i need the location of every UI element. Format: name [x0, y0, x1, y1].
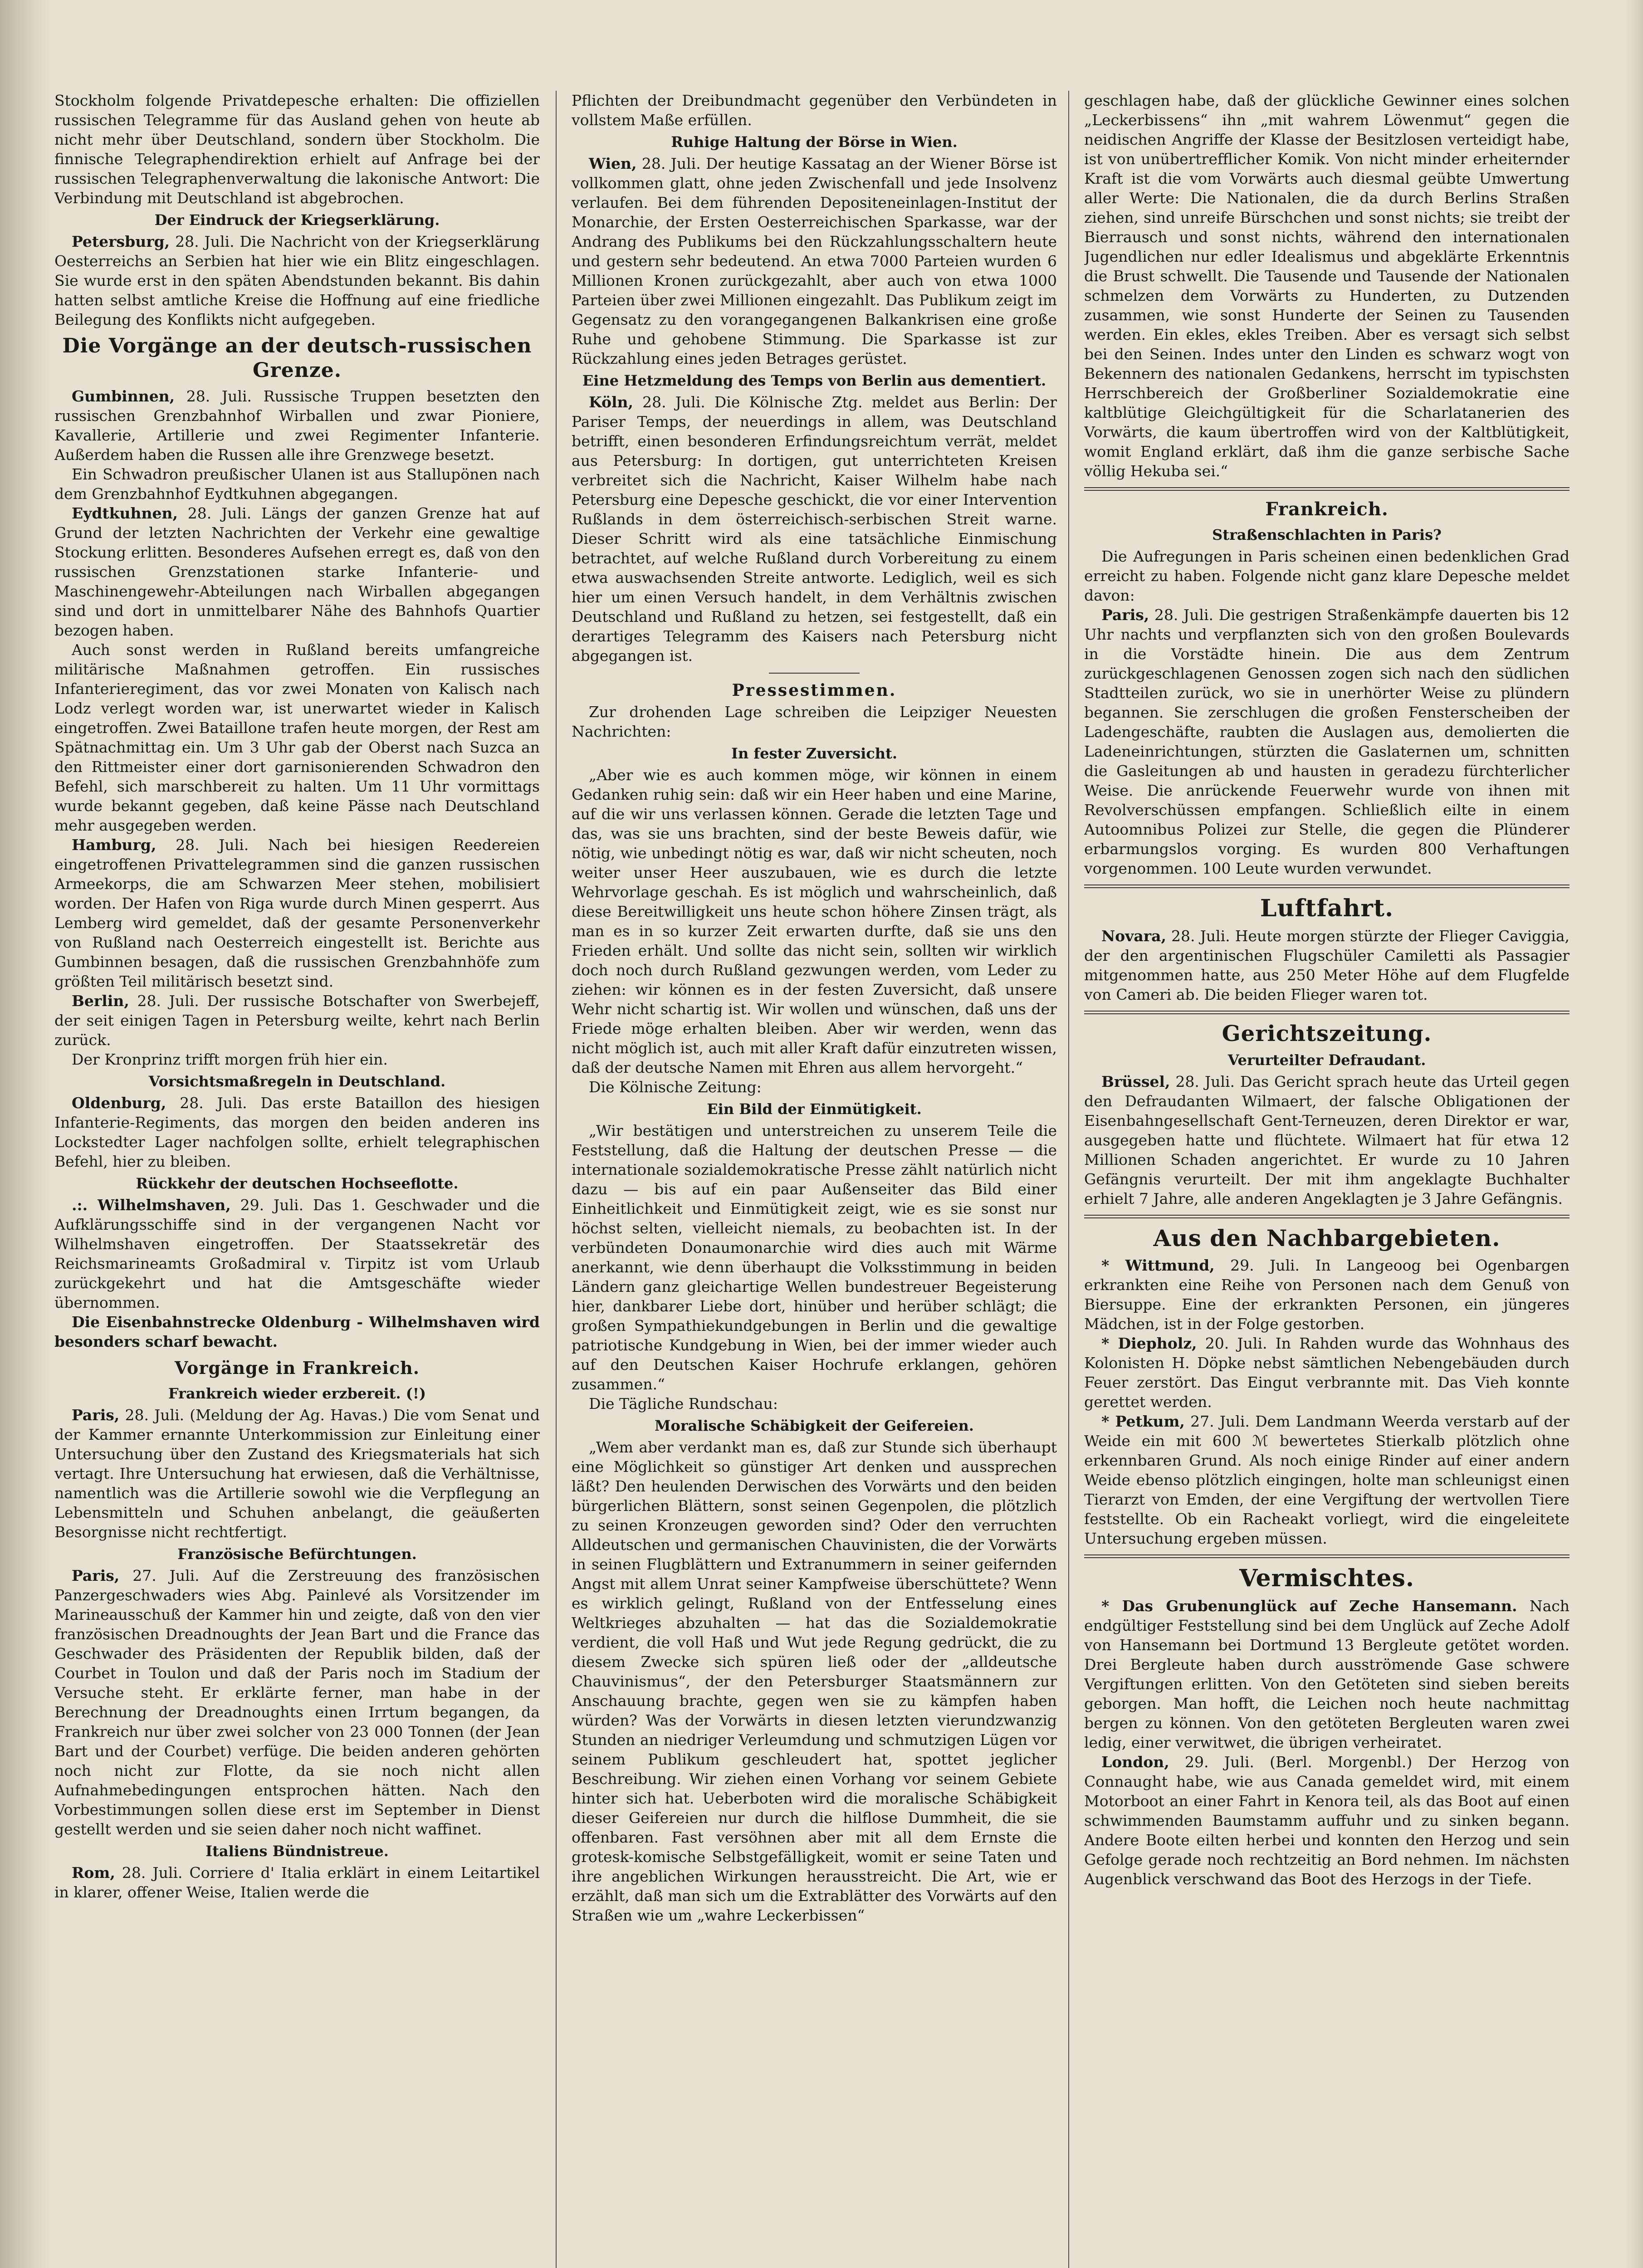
dateline: Brüssel,: [1101, 1073, 1170, 1090]
dateline: * Wittmund,: [1101, 1256, 1215, 1274]
page-right-edge: [1625, 0, 1643, 2268]
section-subheading: Rückkehr der deutschen Hochseeflotte.: [136, 1175, 459, 1192]
article-paragraph: [54, 1093, 540, 1171]
article-text: Nach endgültiger Feststellung sind bei dem Unglück auf Zeche Adolf von Hansemann bei Dortmund 13 Bergleute getötet worden. Drei Bergleute haben durch ausströmende Gase schwere Vergiftungen erlitten. Von den Getöteten sind sieben bereits geborgen. Man hofft, die Leichen noch heute nachmittag bergen zu können. Von den getöteten Bergleuten waren zwei ledig, einer verwitwet, die übrigen verheiratet.: [1084, 1597, 1570, 1751]
column-2: [572, 91, 1057, 2268]
article-text: 27. Juli. Auf die Zerstreuung des französischen Panzergeschwaders wies Abg. Painlevé als Vorsitzender im Marineausschuß der Kammer hin und zeigte, daß von den vier französischen Dreadnoughts der Jean Bart und die France das Geschwader des Präsidenten der Republik bilden, daß der Courbet in Toulon und daß der Paris noch im Stadium der Versuche steht. Er erklärte ferner, man habe in der Berechnung der Dreadnoughts einen Irrtum begangen, da Frankreich nur über zwei solcher von 23 000 Tonnen (der Jean Bart und der Courbet) verfüge. Die beiden anderen gehörten noch nicht zur Flotte, da sie noch nicht allen Aufnahmebedingungen entsprochen hätten. Nach den Vorbestimmungen sollen diese erst im September in Dienst gestellt werden und sie seien daher noch nicht waffinet.: [54, 1567, 540, 1838]
article-paragraph: [54, 1863, 540, 1902]
article-paragraph: [572, 154, 1057, 368]
section-rule: [1084, 1554, 1570, 1558]
article-paragraph: [54, 1195, 540, 1312]
article-text: Pflichten der Dreibundmacht gegenüber den Verbündeten in vollstem Maße erfüllen.: [572, 92, 1057, 129]
article-text: 28. Juli. Die Nachricht von der Kriegserklärung Oesterreichs an Serbien hat hier wie ein Blitz eingeschlagen. Sie wurde erst in den späten Abendstunden bekannt. Bis dahin hatten selbst amtliche Kreise die Hoffnung auf eine friedliche Beilegung des Konflikts nicht aufgegeben.: [54, 233, 540, 328]
article-paragraph: [1084, 1412, 1570, 1548]
dateline: * Diepholz,: [1101, 1334, 1197, 1352]
dateline: Oldenburg,: [72, 1094, 166, 1112]
section-heading: Pressestimmen.: [732, 681, 897, 700]
article-paragraph: Ein Schwadron preußischer Ulanen ist aus Stallupönen nach dem Grenzbahnhof Eydtkuhnen abgegangen.: [54, 465, 540, 503]
article-text: 28. Juli. Die gestrigen Straßenkämpfe dauerten bis 12 Uhr nachts und verpflanzten sich von den großen Boulevards in die Vorstädte hinein. Die aus dem Zentrum zurückgeschlagenen Genossen zogen sich nach den südlichen Stadtteilen zurück, wo sie in unerhörter Weise zu plündern begannen. Sie zerschlugen die großen Fensterscheiben der Ladengeschäfte, raubten die Auslagen aus, demolierten die Ladeneinrichtungen, stürzten die Gaslaternen um, schnitten die Gasleitungen ab und hausten in geradezu fürchterlicher Weise. Die anrückende Feuerwehr wurde von ihnen mit Revolverschüssen empfangen. Schließlich eilte in einem Autoomnibus Polizei zur Stelle, die gegen die Plünderer erbarmungslos vorging. Es wurden 800 Verhaftungen vorgenommen. 100 Leute wurden verwundet.: [1084, 606, 1570, 877]
dateline: .:. Wilhelmshaven,: [72, 1196, 231, 1214]
section-subheading: Vorsichtsmaßregeln in Deutschland.: [148, 1073, 446, 1090]
article-text: 28. Juli. (Meldung der Ag. Havas.) Die vom Senat und der Kammer ernannte Unterkommission zur Einleitung einer Untersuchung über den Zustand des Kriegsmaterials hat sich vertagt. Ihre Untersuchung hat erwiesen, daß die Verhältnisse, namentlich was die Artillerie sowohl wie die Verpflegung an Lebensmitteln und Schuhen anbelangt, die geäußerten Besorgnisse nicht rechtfertigt.: [54, 1406, 540, 1541]
article-paragraph: [54, 835, 540, 991]
section-heading: Vorgänge in Frankreich.: [175, 1358, 420, 1378]
article-paragraph: [54, 503, 540, 640]
article-paragraph: „Wir bestätigen und unterstreichen zu unserem Teile die Feststellung, daß die Haltung der deutschen Presse — die internationale sozialdemokratische Presse zählt natürlich nicht dazu — bis auf ein paar Außenseiter das Bild einer Einheitlichkeit und Einmütigkeit zeigt, wie es sie sonst nur höchst selten, vielleicht niemals, zu beobachten ist. In der verbündeten Donaumonarchie wird dies auch mit Wärme anerkannt, wie denn überhaupt die Volksstimmung in beiden Ländern ganz gleichartige Wellen bundestreuer Begeisterung hier, dankbarer Liebe dort, hinüber und herüber schlägt; die großen Sympathiekundgebungen in Berlin und die gewaltige patriotische Kundgebung in Wien, bei der immer wieder auch auf den Deutschen Kaiser Hochrufe erklangen, gehören zusammen.“: [572, 1122, 1057, 1393]
article-text: 29. Juli. In Langeoog bei Ogenbargen erkrankten eine Reihe von Personen nach dem Genuß von Biersuppe. Eine der erkrankten Personen, ein jüngeres Mädchen, ist in der Folge gestorben.: [1084, 1256, 1570, 1333]
section-subheading: Ein Bild der Einmütigkeit.: [707, 1100, 922, 1118]
dateline: Novara,: [1101, 927, 1166, 945]
dateline: Eydtkuhnen,: [72, 504, 178, 522]
article-text: 28. Juli. Heute morgen stürzte der Flieger Caviggia, der den argentinischen Flugschüler Camiletti als Passagier mitgenommen hatte, aus 250 Meter Höhe auf dem Flugfelde von Cameri ab. Die beiden Flieger waren tot.: [1084, 927, 1570, 1003]
article-text: 27. Juli. Dem Landmann Weerda verstarb auf der Weide ein mit 600 ℳ bewertetes Stierkalb plötzlich ohne erkennbaren Grund. Als noch einige Rinder auf einer andern Weide ebenso plötzlich eingingen, holte man schleunigst einen Tierarzt von Emden, der eine Vergiftung der wertvollen Tiere feststellte. Ob ein Racheakt vorliegt, wird die eingeleitete Untersuchung ergeben müssen.: [1084, 1413, 1570, 1547]
section-rule: [1084, 1215, 1570, 1218]
article-paragraph: [54, 386, 540, 464]
article-paragraph: Zur drohenden Lage schreiben die Leipziger Neuesten Nachrichten:: [572, 703, 1057, 740]
article-paragraph: Die Eisenbahnstrecke Oldenburg - Wilhelmshaven wird besonders scharf bewacht.: [54, 1313, 540, 1350]
section-rule: [1084, 1011, 1570, 1014]
article-paragraph: [1084, 605, 1570, 878]
section-heading: Aus den Nachbargebieten.: [1153, 1225, 1501, 1251]
section-subheading: Ruhige Haltung der Börse in Wien.: [671, 133, 958, 151]
article-paragraph: [54, 1566, 540, 1839]
article-paragraph: „Wem aber verdankt man es, daß zur Stunde sich überhaupt eine Möglichkeit so günstiger Art denken und aussprechen läßt? Den heulenden Derwischen des Vorwärts und den beiden bürgerlichen Blättern, sonst seinen Gegenpolen, die plötzlich zu seinen Kronzeugen geworden sind? Oder den verruchten Alldeutschen und germanischen Chauvinisten, die der Vorwärts in seinen Flugblättern und Extranummern in seiner geifernden Angst mit allem Unrat seiner Kampfweise überschüttete? Wenn es wirklich gelingt, Rußland von der Entfesselung eines Weltkrieges abzuhalten — hat das die Sozialdemokratie verdient, die voll Haß und Wut jede Regung gedrückt, die zu diesem Zwecke sich spüren ließ oder der „alldeutsche Chauvinismus“, der den Petersburger Staatsmännern zur Anschauung brachte, gegen wen sie zu kämpfen haben würden? Was der Vorwärts in diesen letzten vierundzwanzig Stunden an niedriger Verleumdung und schmutzigen Lügen vor seinem Publikum geschleudert hat, spottet jeglicher Beschreibung. Wir ziehen einen Vorhang vor seinem Gebiete hinter sich hat. Ueberboten wird die moralische Schäbigkeit dieser Geifereien nur durch die hilflose Dummheit, die sie offenbaren. Fast versöhnen aber mit all dem Ernste die grotesk-komische Selbstgefälligkeit, womit er seine Taten und ihre angeblichen Wirkungen herausstreicht. Die Art, wie er erzählt, daß man sich um die Extrablätter des Vorwärts auf den Straßen wie um „wahre Leckerbissen“: [572, 1438, 1057, 1924]
column-divider: [1068, 91, 1069, 2268]
section-subheading: Italiens Bündnistreue.: [205, 1843, 389, 1860]
article-paragraph: [1084, 1256, 1570, 1334]
section-subheading: Eine Hetzmeldung des Temps von Berlin aus dementiert.: [582, 372, 1046, 389]
article-text: 20. Juli. In Rahden wurde das Wohnhaus des Kolonisten H. Döpke nebst sämtlichen Nebengebäuden durch Feuer zerstört. Das Eingut verbrannte mit. Das Vieh konnte gerettet werden.: [1084, 1334, 1570, 1411]
article-paragraph: Der Kronprinz trifft morgen früh hier ein.: [72, 1051, 388, 1068]
dateline: Paris,: [72, 1567, 120, 1584]
section-heading: Vermischtes.: [1239, 1564, 1415, 1592]
dateline: Berlin,: [72, 992, 129, 1010]
column-3: [1084, 91, 1570, 2268]
article-text: 29. Juli. Das 1. Geschwader und die Aufklärungsschiffe sind in der vergangenen Nacht vor Wilhelmshaven eingetroffen. Der Staatssekretär des Reichsmarineamts Großadmiral v. Tirpitz ist vom Urlaub zurückgekehrt und hat die Amtsgeschäfte wieder übernommen.: [54, 1196, 540, 1311]
article-paragraph: [1084, 1072, 1570, 1208]
article-paragraph: [54, 1405, 540, 1542]
article-text: geschlagen habe, daß der glückliche Gewinner eines solchen „Leckerbissens“ ihn „mit wahrem Löwenmut“ gegen die neidischen Angriffe der Klasse der Besitzlosen verteidigt habe, ist von unübertrefflicher Komik. Von nicht minder erheiternder Kraft ist die vom Vorwärts auch diesmal geübte Umwertung aller Werte: Die Nationalen, die da durch Berlins Straßen ziehen, sind unreife Bürschchen und sonst nichts; sie treibt der Bierrausch und sonst nichts, während den internationalen Jugendlichen nur edler Idealismus und abgeklärte Erkenntnis die Brust schwellt. Die Tausende und Tausende der Nationalen schmelzen dem Vorwärts zu Hunderten, zu Dutzenden zusammen, wie sonst Hunderte der Seinen zu Tausenden werden. Ein ekles, ekles Treiben. Aber es versagt sich selbst bei den Seinen. Indes unter den Linden es schwarz wogt von Bekennern des nationalen Gedankens, herrscht im typischsten Herrschbereich der Großberliner Sozialdemokratie eine kaltblütige Gleichgültigkeit für die Scharlatanerien des Vorwärts, die kaum übertroffen wird von der Kaltblütigkeit, womit England erklärt, daß ihm die ganze serbische Sache völlig Hekuba sei.“: [1084, 92, 1570, 480]
article-text: 28. Juli. Das Gericht sprach heute das Urteil gegen den Defraudanten Wilmaert, der falsche Obligationen der Eisenbahngesellschaft Gent-Terneuzen, deren Direktor er war, ausgegeben hatte und flüchtete. Wilmaert hat für etwa 12 Millionen Schaden angerichtet. Er wurde zu 10 Jahren Gefängnis verurteilt. Der mit ihm angeklagte Buchhalter erhielt 7 Jahre, alle anderen Angeklagten je 3 Jahre Gefängnis.: [1084, 1073, 1570, 1207]
section-heading: Die Vorgänge an der deutsch-russischen Grenze.: [62, 334, 532, 382]
dateline: Gumbinnen,: [72, 387, 175, 405]
dateline: Hamburg,: [72, 836, 156, 854]
section-heading: Gerichtszeitung.: [1222, 1021, 1432, 1046]
newspaper-page: [54, 91, 1583, 2268]
article-paragraph: Die Kölnische Zeitung:: [589, 1078, 762, 1096]
dateline: Köln,: [589, 393, 633, 411]
section-subheading: Frankreich wieder erzbereit. (!): [168, 1385, 426, 1402]
article-paragraph: Die Tägliche Rundschau:: [589, 1395, 778, 1413]
article-paragraph: [572, 392, 1057, 665]
article-paragraph: [54, 991, 540, 1050]
column-1: [54, 91, 540, 2268]
article-text: 28. Juli. Der russische Botschafter von Swerbejeff, der seit einigen Tagen in Petersburg weilte, kehrt nach Berlin zurück.: [54, 992, 540, 1049]
section-subheading: Verurteilter Defraudant.: [1227, 1051, 1426, 1069]
section-subheading: Moralische Schäbigkeit der Geifereien.: [655, 1417, 974, 1434]
dateline: London,: [1101, 1753, 1169, 1771]
article-paragraph: [54, 232, 540, 329]
dateline: Paris,: [1101, 606, 1149, 624]
article-paragraph: Die Aufregungen in Paris scheinen einen bedenklichen Grad erreicht zu haben. Folgende nicht ganz klare Depesche meldet davon:: [1084, 547, 1570, 604]
section-subheading: Der Eindruck der Kriegserklärung.: [154, 211, 440, 229]
section-heading: Luftfahrt.: [1260, 894, 1394, 922]
section-rule: [1084, 885, 1570, 888]
section-rule: [1084, 487, 1570, 491]
dateline: * Das Grubenunglück auf Zeche Hansemann.: [1101, 1597, 1517, 1615]
article-text: 28. Juli. Russische Truppen besetzten den russischen Grenzbahnhof Wirballen und zwar Pioniere, Kavallerie, Artillerie und zwei Regimenter Infanterie. Außerdem haben die Russen alle ihre Grenzwege besetzt.: [54, 387, 540, 464]
article-paragraph: [1084, 1752, 1570, 1889]
article-text: 28. Juli. Der heutige Kassatag an der Wiener Börse ist vollkommen glatt, ohne jeden Zwischenfall und jede Insolvenz verlaufen. Bei dem führenden Depositeneinlagen-Institut der Monarchie, der Ersten Oesterreichischen Sparkasse, war der Andrang des Publikums bei den Rückzahlungsschaltern heute und gestern sehr bedeutend. An etwa 7000 Parteien wurden 6 Millionen Kronen zurückgezahlt, aber auch von etwa 1000 Parteien über zwei Millionen eingezahlt. Das Publikum zeigt im Gegensatz zu den vorangegangenen Balkankrisen eine große Ruhe und gehobene Stimmung. Die Sparkasse ist zur Rückzahlung eines jeden Betrages gerüstet.: [572, 155, 1057, 367]
article-paragraph: „Aber wie es auch kommen möge, wir können in einem Gedanken ruhig sein: daß wir ein Heer haben und eine Marine, auf die wir uns verlassen können. Gerade die letzten Tage und das, was sie uns brachten, sind der beste Beweis dafür, wie nötig, wie unbedingt nötig es war, daß wir nicht scheuten, noch weiter unser Heer auszubauen, wie es durch die letzte Wehrvorlage geschah. Es ist möglich und wahrscheinlich, daß diese Bereitwilligkeit uns heute schon höhere Zinsen trägt, als man es in so kurzer Zeit erwarten durfte, daß sie uns den Frieden erhält. Und sollte das nicht sein, sollten wir wirklich doch noch durch Rußland gezwungen werden, vom Leder zu ziehen: wir können es in der festen Zuversicht, daß unsere Wehr nicht schartig ist. Wir wollen und wünschen, daß uns der Friede möge erhalten bleiben. Aber wir werden, wenn das nicht möglich ist, auch mit aller Kraft dafür einzutreten wissen, daß der deutsche Namen mit Ehren aus allem hervorgeht.“: [572, 766, 1057, 1076]
section-heading: Frankreich.: [1265, 499, 1389, 520]
article-paragraph: [1084, 1596, 1570, 1752]
article-text: Stockholm folgende Privatdepesche erhalten: Die offiziellen russischen Telegramme für das Ausland gehen von heute ab nicht mehr über Deutschland, sondern über Stockholm. Die finnische Telegraphendirektion erhielt auf Anfrage bei der russischen Telegraphenverwaltung die lakonische Antwort: Die Verbindung mit Deutschland ist abgebrochen.: [54, 92, 540, 207]
dateline: Petersburg,: [72, 233, 170, 250]
article-paragraph: [1084, 926, 1570, 1004]
dateline: Rom,: [72, 1864, 115, 1882]
article-text: 28. Juli. Längs der ganzen Grenze hat auf Grund der letzten Nachrichten der Verkehr eine gewaltige Stockung erlitten. Besonderes Aufsehen erregt es, daß von den russischen Grenzstationen starke Infanterie- und Maschinengewehr-Abteilungen nach Wirballen abgegangen sind und dort in unmittelbarer Nähe des Bahnhofs Quartier bezogen haben.: [54, 504, 540, 639]
article-paragraph: [1084, 1334, 1570, 1412]
article-paragraph: Auch sonst werden in Rußland bereits umfangreiche militärische Maßnahmen getroffen. Ein russisches Infanterieregiment, das vor zwei Monaten von Kalisch nach Lodz verlegt worden war, ist unerwartet wieder in Kalisch eingetroffen. Zwei Bataillone trafen heute morgen, der Rest am Spätnachmittag ein. Um 3 Uhr gab der Oberst nach Suzca an den Rittmeister einer dort garnisonierenden Schwadron den Befehl, sich marschbereit zu halten. Um 11 Uhr vormittags wurde bekannt gegeben, daß keine Pässe nach Deutschland mehr ausgegeben werden.: [54, 641, 540, 834]
section-subheading: Straßenschlachten in Paris?: [1212, 526, 1442, 543]
section-separator: [769, 673, 860, 674]
dateline: * Petkum,: [1101, 1413, 1185, 1430]
section-subheading: Französische Befürchtungen.: [177, 1545, 417, 1563]
column-divider: [556, 91, 557, 2268]
article-text: 28. Juli. Corriere d' Italia erklärt in einem Leitartikel in klarer, offener Weise, Italien werde die: [54, 1864, 540, 1901]
article-text: 28. Juli. Das erste Bataillon des hiesigen Infanterie-Regiments, das morgen den beiden anderen ins Lockstedter Lager nachfolgen sollte, erhielt telegraphischen Befehl, hier zu bleiben.: [54, 1094, 540, 1170]
page-binding-edge: [0, 0, 50, 2268]
article-text: 28. Juli. Nach bei hiesigen Reedereien eingetroffenen Privattelegrammen sind die ganzen russischen Armeekorps, die am Schwarzen Meer stehen, mobilisiert worden. Der Hafen von Riga wurde durch Minen gesperrt. Aus Lemberg wird gemeldet, daß der gesamte Personenverkehr von Rußland nach Oesterreich eingestellt ist. Berichte aus Gumbinnen besagen, daß die russischen Grenzbahnhöfe zum größten Teil militärisch besetzt sind.: [54, 836, 540, 990]
section-subheading: In fester Zuversicht.: [731, 745, 897, 762]
article-text: 28. Juli. Die Kölnische Ztg. meldet aus Berlin: Der Pariser Temps, der neuerdings in allem, was Deutschland betrifft, einen besonderen Erfindungsreichtum verrät, meldet aus Petersburg: In dortigen, gut unterrichteten Kreisen verbreitet sich die Nachricht, Kaiser Wilhelm habe nach Petersburg eine Depesche geschickt, die vor einer Intervention Rußlands in dem österreichisch-serbischen Streit warne. Dieser Schritt wird als eine tatsächliche Einmischung betrachtet, auf welche Rußland durch Vorbereitung zu einem etwa auswachsenden Streite antworte. Lediglich, weil es sich hier um einen Versuch handelt, in dem Verhältnis zwischen Deutschland und Rußland zu hetzen, sei festgestellt, daß ein derartiges Telegramm des Kaisers nach Petersburg nicht abgegangen ist.: [572, 393, 1057, 665]
article-text: 29. Juli. (Berl. Morgenbl.) Der Herzog von Connaught habe, wie aus Canada gemeldet wird, mit einem Motorboot an einer Fahrt in Kenora teil, als das Boot auf einen schwimmenden Baumstamm auffuhr und zu sinken begann. Andere Boote eilten herbei und konnten den Herzog und sein Gefolge gerade noch rechtzeitig an Bord nehmen. Im nächsten Augenblick verschwand das Boot des Herzogs in der Tiefe.: [1084, 1753, 1570, 1888]
dateline: Wien,: [589, 155, 637, 172]
dateline: Paris,: [72, 1406, 120, 1424]
